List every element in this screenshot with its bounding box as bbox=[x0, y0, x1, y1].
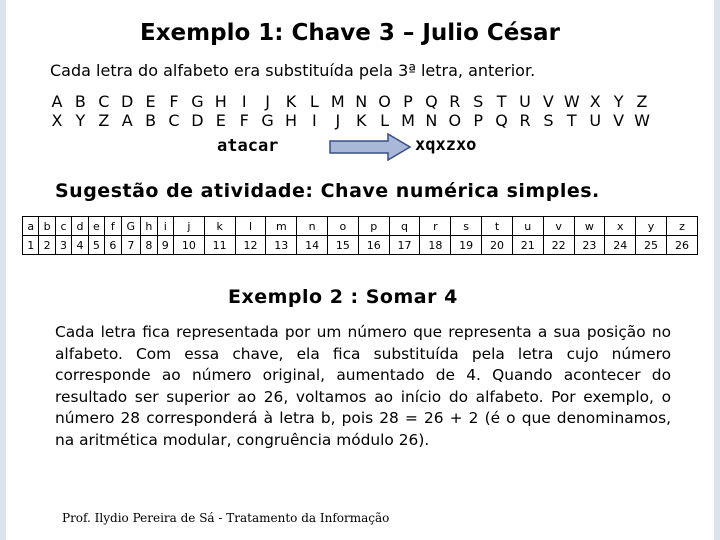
table-cell: 22 bbox=[543, 236, 574, 255]
table-cell: e bbox=[88, 217, 104, 236]
table-cell: 1 bbox=[23, 236, 39, 255]
table-cell: 2 bbox=[39, 236, 55, 255]
table-cell: 13 bbox=[266, 236, 297, 255]
letter-number-table bbox=[22, 216, 698, 255]
table-cell: 3 bbox=[55, 236, 71, 255]
table-cell: p bbox=[358, 217, 389, 236]
table-cell: k bbox=[204, 217, 235, 236]
letter-cell: F bbox=[169, 92, 179, 111]
table-cell: 9 bbox=[157, 236, 173, 255]
table-cell: w bbox=[574, 217, 605, 236]
table-cell: 18 bbox=[420, 236, 451, 255]
footer-credit: Prof. Ilydio Pereira de Sá - Tratamento da Informação bbox=[62, 511, 390, 525]
letter-cell: I bbox=[241, 92, 247, 111]
letter-cell: C bbox=[98, 92, 110, 111]
letter-cell: V bbox=[613, 111, 625, 130]
letter-cell: H bbox=[214, 92, 227, 111]
letter-cell: W bbox=[563, 92, 580, 111]
table-cell: 19 bbox=[451, 236, 482, 255]
table-row-letters bbox=[23, 217, 698, 236]
letter-cell: E bbox=[145, 92, 156, 111]
table-cell: t bbox=[482, 217, 513, 236]
letter-cell: S bbox=[473, 92, 484, 111]
table-cell: x bbox=[605, 217, 636, 236]
table-row-numbers bbox=[23, 236, 698, 255]
cipher-word: xqxzxo bbox=[415, 135, 477, 155]
letter-cell: R bbox=[449, 92, 461, 111]
letter-cell: T bbox=[496, 92, 507, 111]
letter-cell: X bbox=[589, 92, 601, 111]
letter-cell: H bbox=[284, 111, 298, 130]
letter-cell: G bbox=[191, 92, 204, 111]
right-decor-bar bbox=[714, 0, 720, 540]
table-cell: 25 bbox=[636, 236, 667, 255]
letter-cell: X bbox=[51, 111, 63, 130]
letter-cell: L bbox=[380, 111, 390, 130]
arrow-icon bbox=[328, 133, 412, 161]
letter-cell: E bbox=[215, 111, 226, 130]
table-cell: 4 bbox=[72, 236, 88, 255]
letter-cell: U bbox=[519, 92, 531, 111]
table-cell: d bbox=[72, 217, 88, 236]
letter-cell: Y bbox=[75, 111, 86, 130]
letter-cell: G bbox=[261, 111, 274, 130]
letter-cell: T bbox=[566, 111, 577, 130]
table-cell: 11 bbox=[204, 236, 235, 255]
table-cell: 6 bbox=[105, 236, 121, 255]
letter-cell: J bbox=[265, 92, 270, 111]
letter-cell: C bbox=[168, 111, 180, 130]
letter-cell: M bbox=[401, 111, 415, 130]
table-cell: l bbox=[235, 217, 266, 236]
letter-cell: L bbox=[309, 92, 319, 111]
table-cell: m bbox=[266, 217, 297, 236]
table-cell: 7 bbox=[121, 236, 141, 255]
table-cell: j bbox=[173, 217, 204, 236]
table-cell: 21 bbox=[512, 236, 543, 255]
slide-title: Exemplo 1: Chave 3 – Julio César bbox=[140, 20, 560, 46]
letter-cell: P bbox=[473, 111, 484, 130]
letter-cell: K bbox=[285, 92, 297, 111]
letter-cell: F bbox=[239, 111, 249, 130]
table-cell: 8 bbox=[141, 236, 157, 255]
intro-text: Cada letra do alfabeto era substituída pela 3ª letra, anterior. bbox=[50, 61, 536, 80]
table-cell: 15 bbox=[328, 236, 359, 255]
suggestion-heading: Sugestão de atividade: Chave numérica simples. bbox=[55, 180, 600, 202]
letter-cell: D bbox=[191, 111, 204, 130]
letter-cell: W bbox=[634, 111, 650, 130]
letter-cell: V bbox=[542, 92, 554, 111]
table-cell: z bbox=[666, 217, 697, 236]
table-cell: c bbox=[55, 217, 71, 236]
table-cell: i bbox=[157, 217, 173, 236]
table-cell: 10 bbox=[173, 236, 204, 255]
plain-word: atacar bbox=[217, 136, 279, 156]
table-cell: 5 bbox=[88, 236, 104, 255]
letter-cell: Z bbox=[636, 92, 648, 111]
table-cell: 16 bbox=[358, 236, 389, 255]
letter-cell: A bbox=[121, 111, 133, 130]
table-cell: 24 bbox=[605, 236, 636, 255]
table-cell: 23 bbox=[574, 236, 605, 255]
alphabet-row bbox=[0, 92, 720, 112]
table-cell: h bbox=[141, 217, 157, 236]
example2-paragraph: Cada letra fica representada por um número que representa a sua posição no alfabeto. Com essa chave, ela fica substituída pela letra cujo número corresponde ao número original, aumentado de 4. Quando acontecer do resultado ser superior ao 26, voltamos ao início do alfabeto. Por exemplo, o número 28 corresponderá à letra b, pois 28 = 26 + 2 (é o que denominamos, na aritmética modular, congruência módulo 26). bbox=[55, 323, 671, 449]
letter-cell: Z bbox=[98, 111, 110, 130]
letter-cell: Y bbox=[613, 92, 624, 111]
table-cell: s bbox=[451, 217, 482, 236]
letter-cell: J bbox=[335, 111, 341, 130]
letter-cell: P bbox=[403, 92, 413, 111]
table-cell: 14 bbox=[297, 236, 328, 255]
table-cell: G bbox=[121, 217, 141, 236]
table-cell: 26 bbox=[666, 236, 697, 255]
letter-cell: I bbox=[312, 111, 317, 130]
letter-cell: K bbox=[355, 111, 367, 130]
cipher-row bbox=[0, 111, 720, 131]
table-cell: n bbox=[297, 217, 328, 236]
table-cell: 20 bbox=[482, 236, 513, 255]
letter-cell: M bbox=[330, 92, 345, 111]
letter-cell: B bbox=[74, 92, 86, 111]
table-cell: 12 bbox=[235, 236, 266, 255]
table-cell: r bbox=[420, 217, 451, 236]
letter-cell: S bbox=[543, 111, 554, 130]
table-cell: u bbox=[512, 217, 543, 236]
example2-heading: Exemplo 2 : Somar 4 bbox=[228, 286, 458, 308]
letter-cell: A bbox=[51, 92, 63, 111]
letter-cell: N bbox=[425, 111, 438, 130]
letter-cell: R bbox=[519, 111, 531, 130]
table-cell: y bbox=[636, 217, 667, 236]
letter-cell: B bbox=[145, 111, 157, 130]
letter-cell: Q bbox=[495, 111, 508, 130]
letter-cell: N bbox=[355, 92, 368, 111]
table-cell: v bbox=[543, 217, 574, 236]
letter-cell: O bbox=[448, 111, 462, 130]
left-decor-bar bbox=[0, 0, 6, 540]
table-cell: b bbox=[39, 217, 55, 236]
letter-cell: Q bbox=[425, 92, 438, 111]
letter-cell: D bbox=[121, 92, 134, 111]
table-cell: q bbox=[389, 217, 420, 236]
table-cell: a bbox=[23, 217, 39, 236]
table-cell: o bbox=[328, 217, 359, 236]
table-cell: 17 bbox=[389, 236, 420, 255]
letter-cell: U bbox=[589, 111, 602, 130]
table-cell: f bbox=[105, 217, 121, 236]
letter-cell: O bbox=[378, 92, 391, 111]
